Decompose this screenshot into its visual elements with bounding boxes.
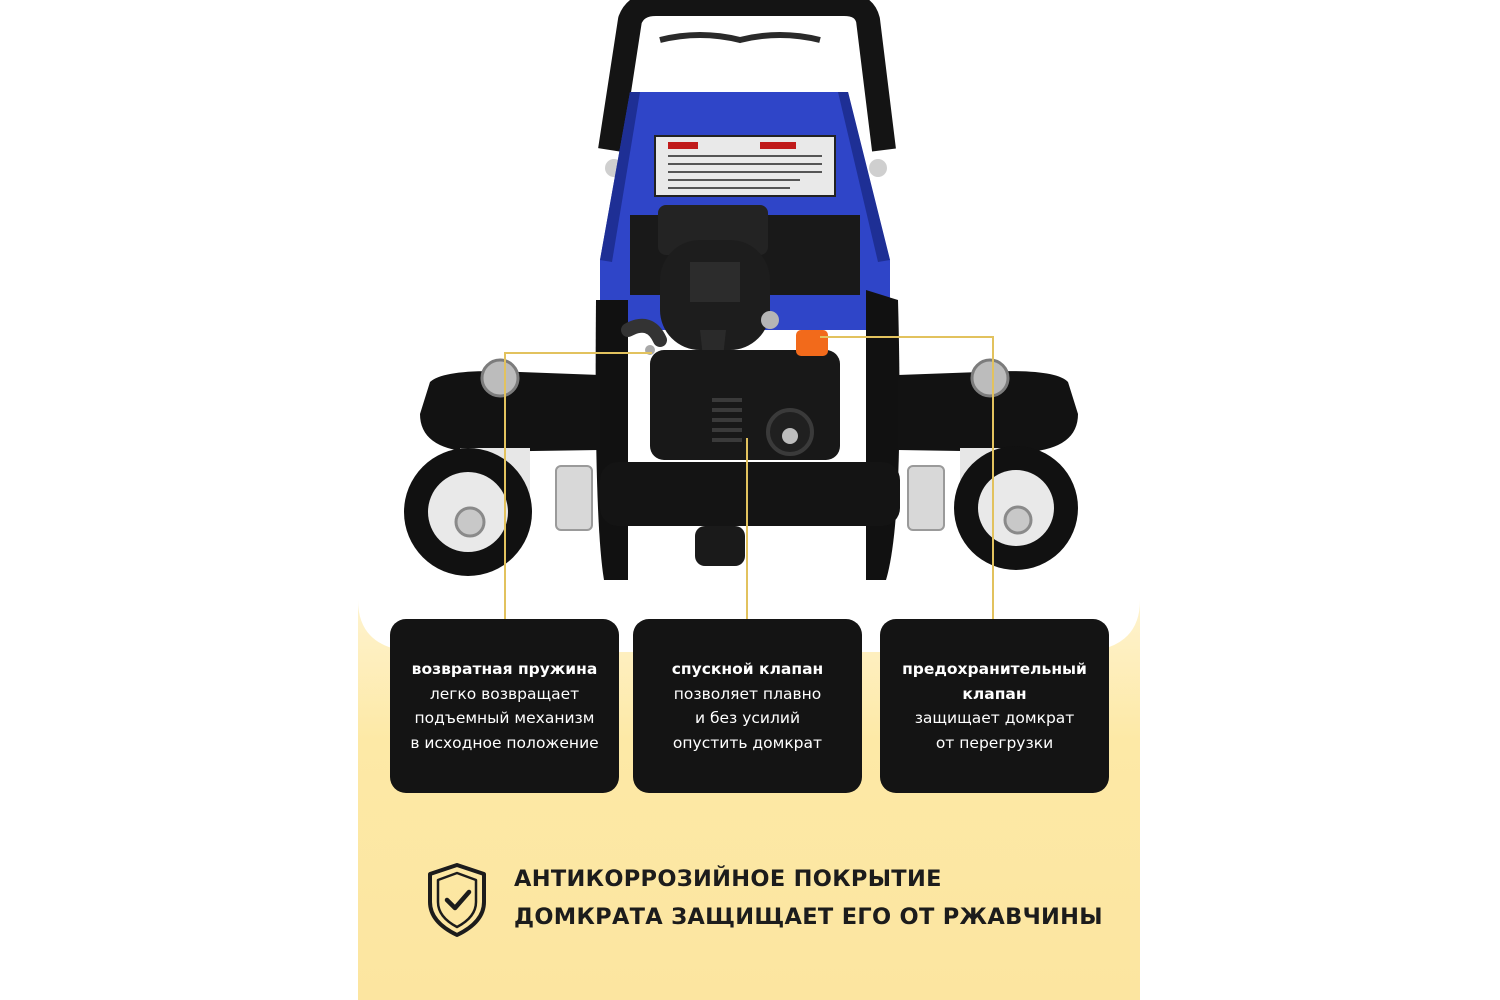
callout-line-release-vertical (746, 438, 748, 620)
callout-line-safety-horizontal (820, 336, 994, 338)
callout-line-safety-vertical (992, 336, 994, 620)
callout-line-spring-horizontal (504, 352, 652, 354)
shield-check-icon (426, 862, 488, 938)
callout-description: защищает домкрат от перегрузки (914, 709, 1075, 752)
footer-text (514, 860, 1103, 936)
callout-title: предохранительный клапан (902, 660, 1087, 703)
callout-description: легко возвращает подъемный механизм в исходное положение (410, 684, 599, 752)
callout-card-release-valve (633, 619, 862, 793)
callout-line-spring-vertical (504, 352, 506, 620)
callout-card-return-spring (390, 619, 619, 793)
callout-description: позволяет плавно и без усилий опустить домкрат (672, 684, 823, 752)
footer-line-1: АНТИКОРРОЗИЙНОЕ ПОКРЫТИЕ (514, 866, 942, 892)
callout-title: возвратная пружина (411, 660, 598, 678)
footer-line-2: ДОМКРАТА ЗАЩИЩАЕТ ЕГО ОТ РЖАВЧИНЫ (514, 904, 1103, 930)
callout-card-safety-valve (880, 619, 1109, 793)
callout-title: спускной клапан (671, 660, 824, 678)
